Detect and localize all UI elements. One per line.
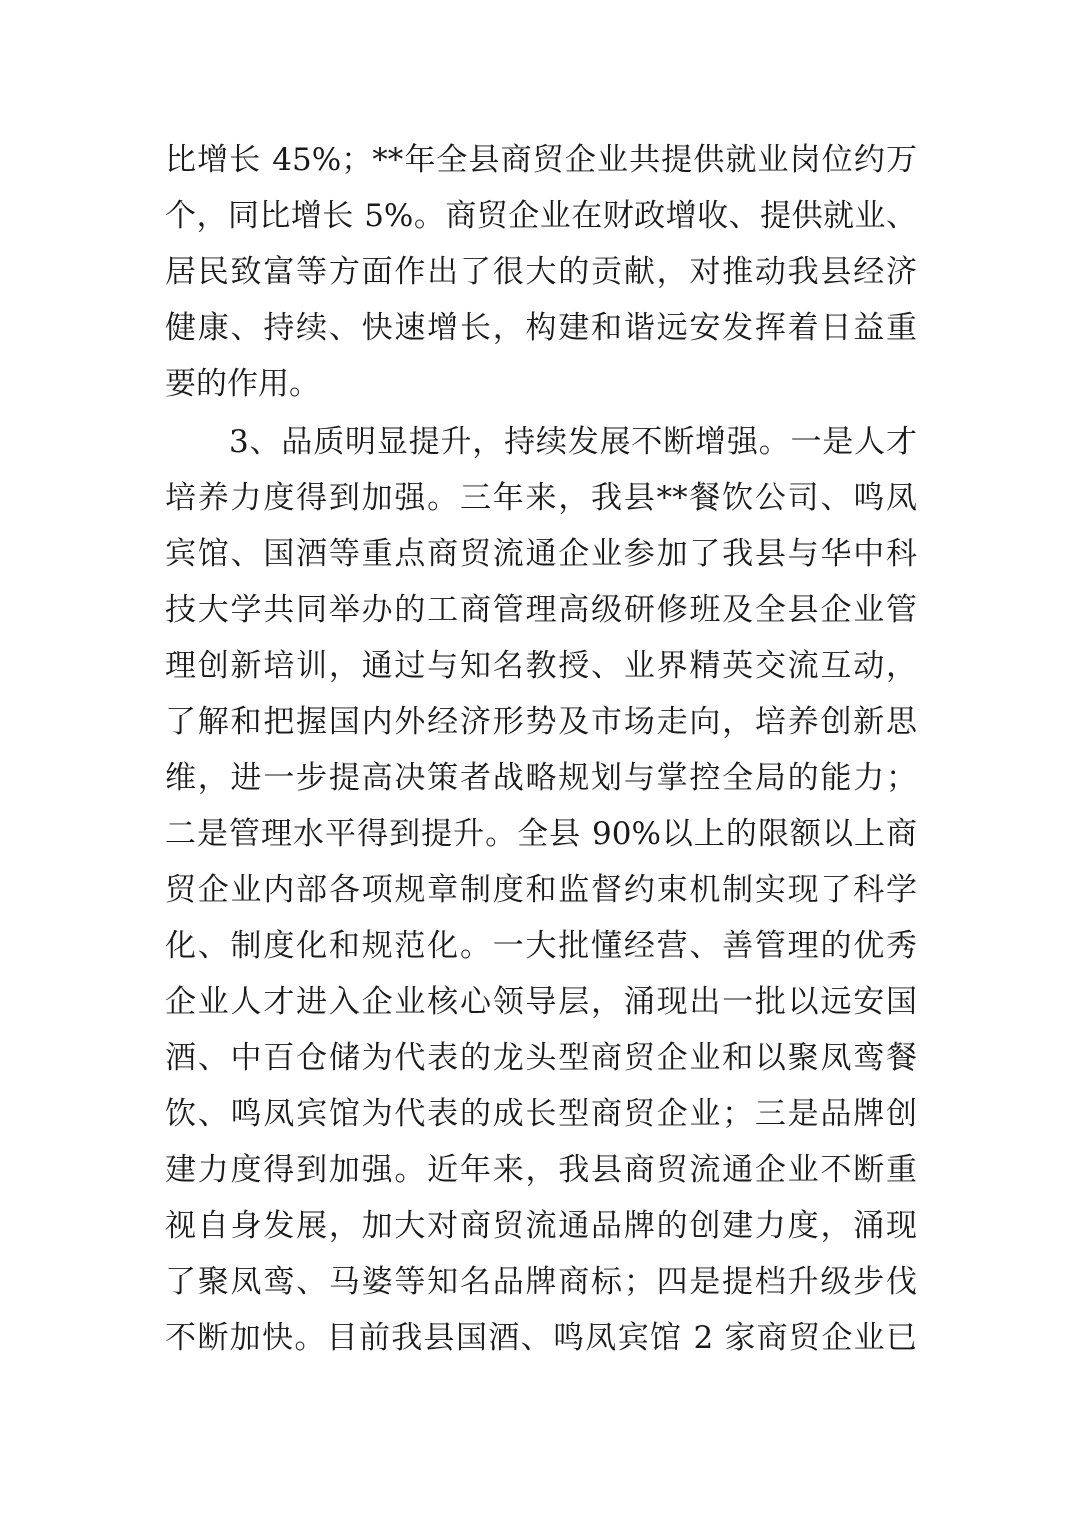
text-line: 宾馆、国酒等重点商贸流通企业参加了我县与华中科 — [165, 536, 917, 572]
text-line: 居民致富等方面作出了很大的贡献，对推动我县经济 — [165, 254, 917, 290]
text-line: 化、制度化和规范化。一大批懂经营、善管理的优秀 — [165, 928, 917, 964]
text-line: 健康、持续、快速增长，构建和谐远安发挥着日益重 — [165, 310, 917, 346]
text-line: 3、品质明显提升，持续发展不断增强。一是人才 — [229, 424, 917, 460]
text-line: 不断加快。目前我县国酒、鸣凤宾馆 2 家商贸企业已 — [165, 1320, 917, 1356]
text-line: 企业人才进入企业核心领导层，涌现出一批以远安国 — [165, 984, 917, 1020]
text-line: 维，进一步提高决策者战略规划与掌控全局的能力； — [165, 760, 917, 796]
text-line: 饮、鸣凤宾馆为代表的成长型商贸企业；三是品牌创 — [165, 1096, 917, 1132]
text-line: 贸企业内部各项规章制度和监督约束机制实现了科学 — [165, 872, 917, 908]
text-line: 了解和把握国内外经济形势及市场走向，培养创新思 — [165, 704, 917, 740]
text-line: 视自身发展，加大对商贸流通品牌的创建力度，涌现 — [165, 1208, 917, 1244]
text-line: 建力度得到加强。近年来，我县商贸流通企业不断重 — [165, 1152, 917, 1188]
text-line: 理创新培训，通过与知名教授、业界精英交流互动， — [165, 648, 917, 684]
text-line: 比增长 45%；**年全县商贸企业共提供就业岗位约万 — [165, 142, 917, 178]
text-line: 个，同比增长 5%。商贸企业在财政增收、提供就业、 — [165, 198, 917, 234]
text-line: 要的作用。 — [165, 366, 320, 402]
paragraph-1 — [165, 132, 917, 412]
text-line: 技大学共同举办的工商管理高级研修班及全县企业管 — [165, 592, 917, 628]
text-line: 二是管理水平得到提升。全县 90%以上的限额以上商 — [165, 816, 917, 852]
text-line: 培养力度得到加强。三年来，我县**餐饮公司、鸣凤 — [165, 480, 917, 516]
paragraph-2 — [165, 414, 917, 1366]
text-line: 酒、中百仓储为代表的龙头型商贸企业和以聚凤鸾餐 — [165, 1040, 917, 1076]
text-line: 了聚凤鸾、马婆等知名品牌商标；四是提档升级步伐 — [165, 1264, 917, 1300]
